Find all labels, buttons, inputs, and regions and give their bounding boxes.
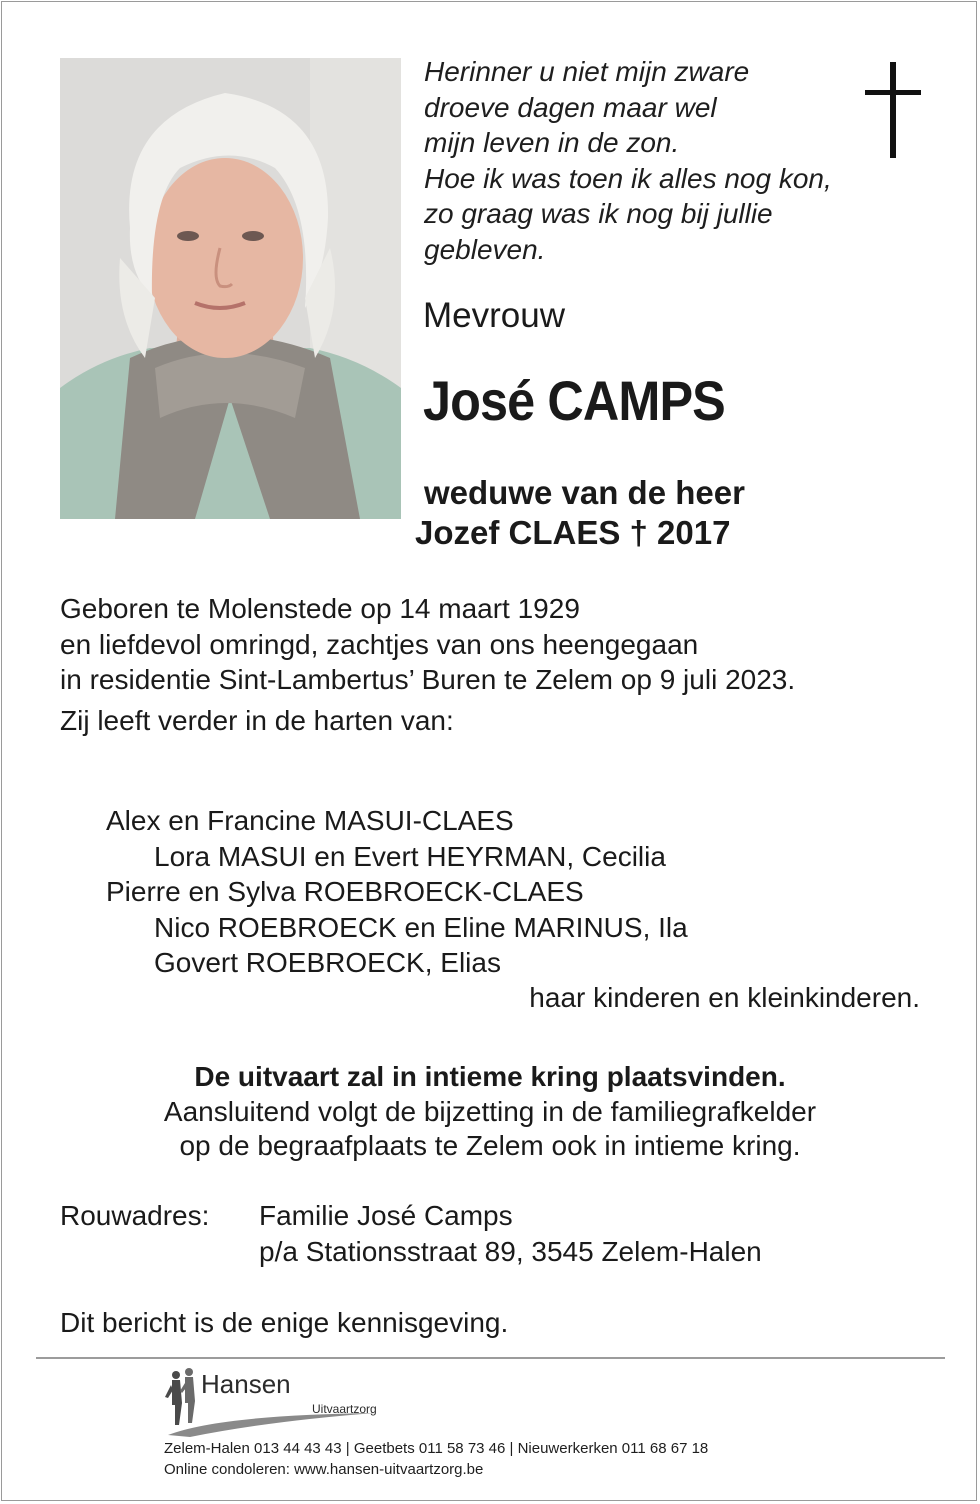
family-line: Pierre en Sylva ROEBROECK-CLAES xyxy=(106,876,584,908)
address-line-1: Familie José Camps xyxy=(259,1200,513,1231)
family-line: Nico ROEBROECK en Eline MARINUS, Ila xyxy=(154,911,688,943)
poem-line: Hoe ik was toen ik alles nog kon, xyxy=(424,162,832,194)
family-list xyxy=(0,803,688,981)
statement-line: en liefdevol omringd, zachtjes van ons heengegaan xyxy=(60,628,699,660)
poem-line: gebleven. xyxy=(424,233,546,265)
statement-line: Geboren te Molenstede op 14 maart 1929 xyxy=(60,593,580,624)
portrait-photo xyxy=(60,58,401,519)
divider xyxy=(36,1357,945,1359)
brand-subtitle: Uitvaartzorg xyxy=(312,1402,377,1416)
poem-line: zo graag was ik nog bij jullie xyxy=(424,198,773,229)
brand-name: Hansen xyxy=(201,1369,291,1399)
funeral-line: Aansluitend volgt de bijzetting in de familiegrafkelder xyxy=(163,1095,817,1127)
birth-death-statement xyxy=(60,591,795,698)
address-line-2: p/a Stationsstraat 89, 3545 Zelem-Halen xyxy=(259,1236,762,1267)
funeral-info xyxy=(0,1060,980,1164)
poem-line: droeve dagen maar wel xyxy=(424,91,717,123)
funeral-headline: De uitvaart zal in intieme kring plaatsvinden. xyxy=(194,1061,786,1092)
memorial-poem xyxy=(424,54,832,267)
family-closing: haar kinderen en kleinkinderen. xyxy=(529,982,920,1013)
family-line: Alex en Francine MASUI-CLAES xyxy=(106,805,514,836)
poem-line: Herinner u niet mijn zware xyxy=(424,56,750,87)
poem-line: mijn leven in de zon. xyxy=(424,127,680,158)
spouse-line-2: Jozef CLAES † 2017 xyxy=(415,514,731,551)
statement-line: in residentie Sint-Lambertus’ Buren te Zelem op 9 juli 2023. xyxy=(60,664,796,695)
contact-phones: Zelem-Halen 013 44 43 43 | Geetbets 011 58 73 46 | Nieuwerkerken 011 68 67 18 xyxy=(164,1440,709,1457)
notice-text: Dit bericht is de enige kennisgeving. xyxy=(60,1307,509,1338)
spouse-line-1: weduwe van de heer xyxy=(424,474,745,511)
salutation: Mevrouw xyxy=(423,296,565,335)
funeral-line: op de begraafplaats te Zelem ook in intieme kring. xyxy=(179,1130,801,1161)
hearts-intro: Zij leeft verder in de harten van: xyxy=(60,705,454,736)
family-line: Lora MASUI en Evert HEYRMAN, Cecilia xyxy=(154,840,666,872)
online-condolences: Online condoleren: www.hansen-uitvaartzorg.be xyxy=(164,1461,484,1478)
family-line: Govert ROEBROECK, Elias xyxy=(154,947,501,979)
deceased-name: José CAMPS xyxy=(423,369,725,432)
address-label: Rouwadres: xyxy=(60,1200,210,1231)
cross-icon xyxy=(865,62,921,158)
